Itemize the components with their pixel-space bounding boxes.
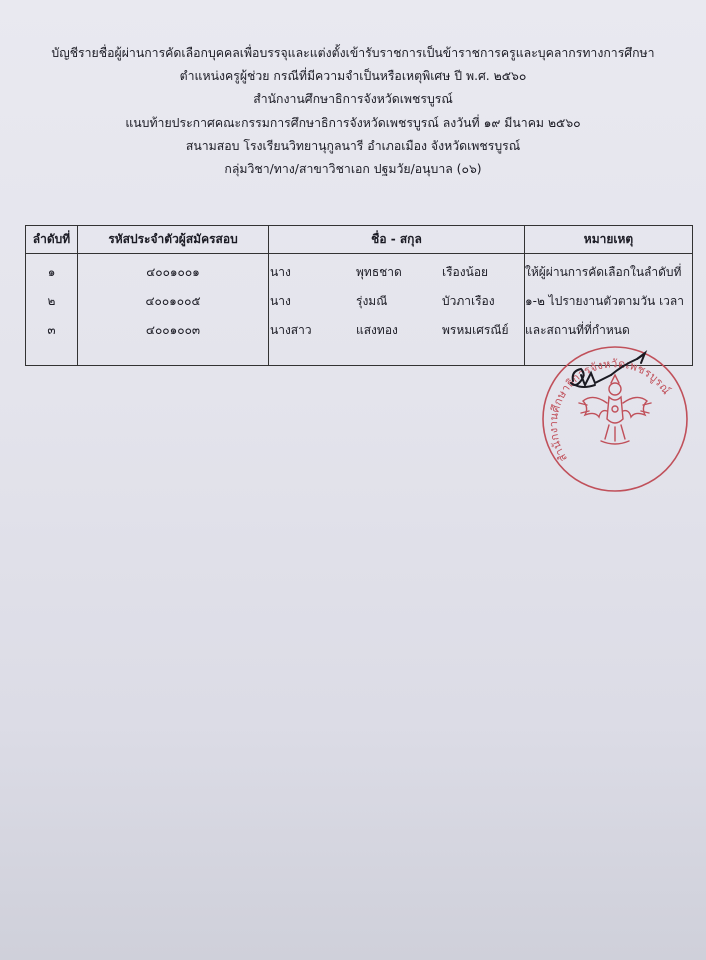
row-applicant-id: ๔๐๐๑๐๐๓ bbox=[78, 316, 269, 345]
header-line-office: สำนักงานศึกษาธิการจังหวัดเพชรบูรณ์ bbox=[253, 92, 453, 107]
table-row bbox=[26, 316, 693, 345]
row-remark: ๑-๒ ไปรายงานตัวตามวัน เวลา bbox=[525, 287, 693, 316]
table-row bbox=[26, 254, 693, 288]
filler-cell bbox=[269, 345, 525, 366]
row-applicant-id: ๔๐๐๑๐๐๕ bbox=[78, 287, 269, 316]
row-name-cell bbox=[269, 287, 525, 316]
row-first-name: แสงทอง bbox=[356, 323, 398, 337]
table-row bbox=[26, 287, 693, 316]
header-line-subject-group: กลุ่มวิชา/ทาง/สาขาวิชาเอก ปฐมวัย/อนุบาล (๐๖) bbox=[224, 162, 482, 177]
column-header-name: ชื่อ - สกุล bbox=[269, 226, 525, 254]
row-order: ๒ bbox=[26, 287, 78, 316]
column-header-applicant-id: รหัสประจำตัวผู้สมัครสอบ bbox=[78, 226, 269, 254]
row-remark: ให้ผู้ผ่านการคัดเลือกในลำดับที่ bbox=[525, 254, 693, 288]
header-line-announcement: แนบท้ายประกาศคณะกรรมการศึกษาธิการจังหวัดเพชรบูรณ์ ลงวันที่ ๑๙ มีนาคม ๒๕๖๐ bbox=[125, 115, 581, 130]
row-name-cell bbox=[269, 254, 525, 288]
filler-cell bbox=[78, 345, 269, 366]
row-first-name: รุ่งมณี bbox=[356, 294, 388, 308]
row-last-name: เรืองน้อย bbox=[442, 265, 489, 279]
official-seal bbox=[541, 345, 689, 493]
row-last-name: บัวภาเรือง bbox=[442, 294, 495, 308]
filler-cell bbox=[26, 345, 78, 366]
row-first-name: พุทธชาด bbox=[356, 265, 402, 279]
document-header bbox=[0, 42, 706, 181]
garuda-emblem-icon bbox=[579, 375, 651, 444]
row-remark: และสถานที่ที่กำหนด bbox=[525, 316, 693, 345]
row-name-title: นาง bbox=[270, 294, 291, 308]
header-line-title: บัญชีรายชื่อผู้ผ่านการคัดเลือกบุคคลเพื่อบรรจุและแต่งตั้งเข้ารับราชการเป็นข้าราชการครูและบุคลากรทางการศึกษา bbox=[51, 46, 655, 60]
row-name-title: นางสาว bbox=[270, 323, 312, 337]
header-line-position: ตำแหน่งครูผู้ช่วย กรณีที่มีความจำเป็นหรือเหตุพิเศษ ปี พ.ศ. ๒๕๖๐ bbox=[179, 69, 527, 84]
row-order: ๓ bbox=[26, 316, 78, 345]
row-name-cell bbox=[269, 316, 525, 345]
table-header-row bbox=[26, 226, 693, 254]
row-last-name: พรหมเศรณีย์ bbox=[442, 323, 509, 337]
column-header-order: ลำดับที่ bbox=[26, 226, 78, 254]
row-applicant-id: ๔๐๐๑๐๐๑ bbox=[78, 254, 269, 288]
column-header-remark: หมายเหตุ bbox=[525, 226, 693, 254]
row-name-title: นาง bbox=[270, 265, 291, 279]
header-line-exam-venue: สนามสอบ โรงเรียนวิทยานุกูลนารี อำเภอเมือง จังหวัดเพชรบูรณ์ bbox=[185, 138, 521, 153]
seal-text: สำนักงานศึกษาธิการจังหวัดเพชรบูรณ์ bbox=[546, 357, 674, 464]
row-order: ๑ bbox=[26, 254, 78, 288]
